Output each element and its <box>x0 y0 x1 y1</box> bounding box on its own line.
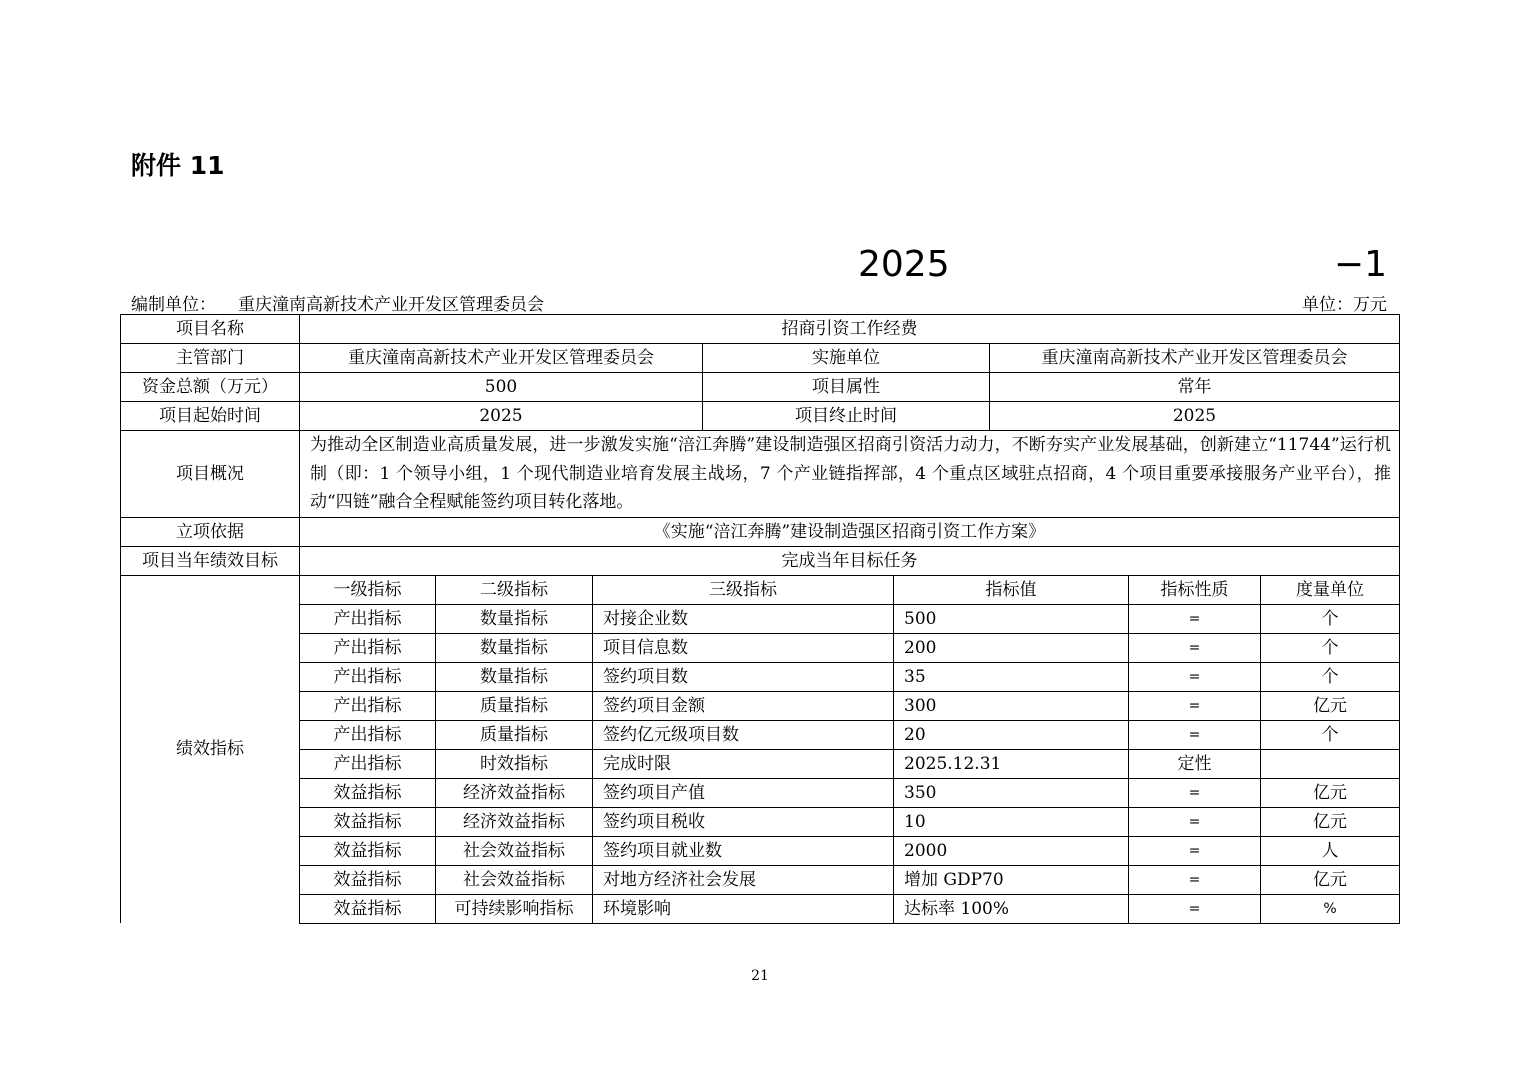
end-value: 2025 <box>990 402 1400 431</box>
header-level1: 一级指标 <box>300 575 436 604</box>
basis-value: 《实施“涪江奔腾”建设制造强区招商引资工作方案》 <box>300 517 1400 546</box>
unit-cell: 个 <box>1261 720 1400 749</box>
overview-text: 为推动全区制造业高质量发展，进一步激发实施“涪江奔腾”建设制造强区招商引资活力动力，不断夯实产业发展基础，创新建立“11744”运行机制（即：1 个领导小组，1 个现代制造业培育发展主战场，7 个产业链指挥部，4 个重点区域驻点招商，4 个项目重要承接服务产业平台），推动“四链”融合全程赋能签约项目转化落地。 <box>300 431 1400 518</box>
unit-cell: 个 <box>1261 633 1400 662</box>
level3-cell: 签约亿元级项目数 <box>593 720 894 749</box>
level2-cell: 数量指标 <box>436 633 593 662</box>
unit-cell: 个 <box>1261 662 1400 691</box>
row-project-name <box>121 315 1400 344</box>
level1-cell: 效益指标 <box>300 894 436 923</box>
level2-cell: 数量指标 <box>436 662 593 691</box>
implementer-value: 重庆潼南高新技术产业开发区管理委员会 <box>990 344 1400 373</box>
indicator-row <box>121 894 1400 923</box>
department-value: 重庆潼南高新技术产业开发区管理委员会 <box>300 344 703 373</box>
level3-cell: 项目信息数 <box>593 633 894 662</box>
header-level3: 三级指标 <box>593 575 894 604</box>
year-heading: 2025 <box>858 244 950 285</box>
level2-cell: 质量指标 <box>436 691 593 720</box>
value-cell: 10 <box>894 807 1129 836</box>
cell-label: 项目起始时间 <box>121 402 300 431</box>
indicator-row <box>121 807 1400 836</box>
indicator-row <box>121 691 1400 720</box>
nature-cell: = <box>1129 691 1261 720</box>
cell-label: 主管部门 <box>121 344 300 373</box>
row-goal <box>121 546 1400 575</box>
level2-cell: 经济效益指标 <box>436 807 593 836</box>
level1-cell: 产出指标 <box>300 633 436 662</box>
level1-cell: 产出指标 <box>300 720 436 749</box>
unit-cell: 亿元 <box>1261 865 1400 894</box>
value-cell: 增加 GDP70 <box>894 865 1129 894</box>
cell-label: 项目名称 <box>121 315 300 344</box>
header-nature: 指标性质 <box>1129 575 1261 604</box>
value-cell: 300 <box>894 691 1129 720</box>
level1-cell: 效益指标 <box>300 807 436 836</box>
level3-cell: 对接企业数 <box>593 604 894 633</box>
unit-cell: 亿元 <box>1261 691 1400 720</box>
level3-cell: 签约项目产值 <box>593 778 894 807</box>
nature-cell: = <box>1129 720 1261 749</box>
nature-cell: = <box>1129 633 1261 662</box>
row-funds <box>121 373 1400 402</box>
value-cell: 350 <box>894 778 1129 807</box>
performance-indicator-label: 绩效指标 <box>121 575 300 923</box>
level1-cell: 效益指标 <box>300 836 436 865</box>
cell-label: 项目概况 <box>121 431 300 518</box>
page-number: 21 <box>751 968 769 984</box>
goal-value: 完成当年目标任务 <box>300 546 1400 575</box>
compiler-line <box>131 290 544 315</box>
project-name-value: 招商引资工作经费 <box>300 315 1400 344</box>
row-department <box>121 344 1400 373</box>
start-value: 2025 <box>300 402 703 431</box>
cell-label: 实施单位 <box>703 344 990 373</box>
compiler-label: 编制单位： <box>131 295 216 315</box>
level2-cell: 数量指标 <box>436 604 593 633</box>
nature-cell: = <box>1129 836 1261 865</box>
level1-cell: 产出指标 <box>300 604 436 633</box>
nature-cell: = <box>1129 865 1261 894</box>
nature-cell: 定性 <box>1129 749 1261 778</box>
performance-target-table <box>120 314 1400 924</box>
header-unit: 度量单位 <box>1261 575 1400 604</box>
level2-cell: 经济效益指标 <box>436 778 593 807</box>
unit-cell: 人 <box>1261 836 1400 865</box>
value-cell: 500 <box>894 604 1129 633</box>
level3-cell: 签约项目金额 <box>593 691 894 720</box>
value-cell: 200 <box>894 633 1129 662</box>
cell-label: 项目当年绩效目标 <box>121 546 300 575</box>
attribute-value: 常年 <box>990 373 1400 402</box>
nature-cell: = <box>1129 604 1261 633</box>
level3-cell: 签约项目税收 <box>593 807 894 836</box>
table-number-suffix: −1 <box>1333 244 1387 285</box>
nature-cell: = <box>1129 662 1261 691</box>
level3-cell: 对地方经济社会发展 <box>593 865 894 894</box>
unit-label: 单位：万元 <box>1302 295 1387 315</box>
level3-cell: 完成时限 <box>593 749 894 778</box>
value-cell: 达标率 100% <box>894 894 1129 923</box>
level2-cell: 质量指标 <box>436 720 593 749</box>
level2-cell: 社会效益指标 <box>436 836 593 865</box>
value-cell: 20 <box>894 720 1129 749</box>
level1-cell: 产出指标 <box>300 662 436 691</box>
unit-cell <box>1261 749 1400 778</box>
level2-cell: 时效指标 <box>436 749 593 778</box>
unit-cell: % <box>1261 894 1400 923</box>
row-overview <box>121 431 1400 518</box>
level1-cell: 效益指标 <box>300 778 436 807</box>
level3-cell: 签约项目数 <box>593 662 894 691</box>
value-cell: 35 <box>894 662 1129 691</box>
indicator-row <box>121 720 1400 749</box>
funds-value: 500 <box>300 373 703 402</box>
nature-cell: = <box>1129 894 1261 923</box>
indicator-row <box>121 633 1400 662</box>
attachment-label: 附件 11 <box>131 151 225 180</box>
level2-cell: 可持续影响指标 <box>436 894 593 923</box>
level1-cell: 产出指标 <box>300 691 436 720</box>
indicator-row <box>121 749 1400 778</box>
cell-label: 立项依据 <box>121 517 300 546</box>
indicator-row <box>121 604 1400 633</box>
row-period <box>121 402 1400 431</box>
cell-label: 资金总额（万元） <box>121 373 300 402</box>
level3-cell: 环境影响 <box>593 894 894 923</box>
indicator-row <box>121 836 1400 865</box>
compiler-value: 重庆潼南高新技术产业开发区管理委员会 <box>238 295 544 315</box>
indicator-header-row <box>121 575 1400 604</box>
row-basis <box>121 517 1400 546</box>
nature-cell: = <box>1129 807 1261 836</box>
level2-cell: 社会效益指标 <box>436 865 593 894</box>
indicator-row <box>121 778 1400 807</box>
level1-cell: 产出指标 <box>300 749 436 778</box>
value-cell: 2025.12.31 <box>894 749 1129 778</box>
header-value: 指标值 <box>894 575 1129 604</box>
nature-cell: = <box>1129 778 1261 807</box>
unit-cell: 个 <box>1261 604 1400 633</box>
cell-label: 项目终止时间 <box>703 402 990 431</box>
level3-cell: 签约项目就业数 <box>593 836 894 865</box>
unit-cell: 亿元 <box>1261 807 1400 836</box>
value-cell: 2000 <box>894 836 1129 865</box>
header-level2: 二级指标 <box>436 575 593 604</box>
indicator-row <box>121 662 1400 691</box>
level1-cell: 效益指标 <box>300 865 436 894</box>
unit-cell: 亿元 <box>1261 778 1400 807</box>
indicator-row <box>121 865 1400 894</box>
cell-label: 项目属性 <box>703 373 990 402</box>
